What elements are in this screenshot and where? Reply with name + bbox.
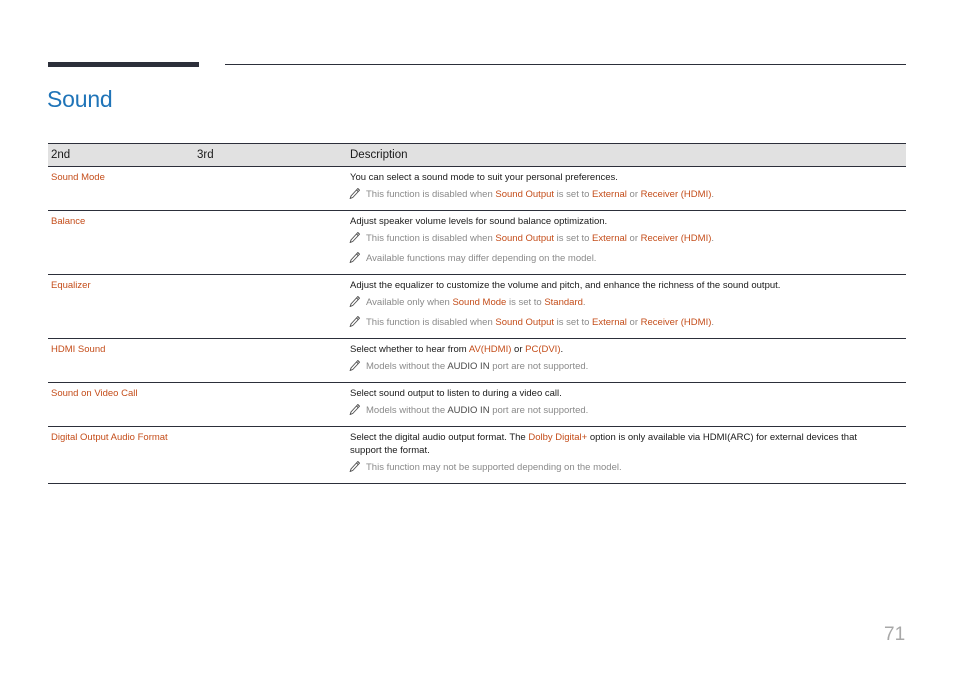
setting-description (350, 343, 886, 356)
highlight-term: External (592, 189, 627, 200)
header-rule-thick (48, 62, 199, 67)
highlight-term: Sound Output (495, 317, 555, 328)
note (350, 461, 886, 477)
pencil-note-icon (349, 252, 368, 268)
text-segment: option is only available via HDMI(ARC) for external devices that support the format. (350, 432, 858, 456)
setting-label: Sound on Video Call (51, 388, 138, 399)
text-segment: or (626, 317, 641, 328)
text-segment: Select whether to hear from (350, 344, 469, 355)
setting-description (350, 215, 886, 228)
highlight-term: Receiver (HDMI) (640, 233, 712, 244)
note (350, 404, 886, 420)
text-segment: Models without the (366, 405, 448, 416)
pencil-note-icon (349, 316, 368, 332)
pencil-note-icon (349, 232, 368, 248)
table-row-digital-output-audio-format (48, 427, 906, 484)
note-text (366, 360, 588, 374)
text-segment: is set to (554, 233, 593, 244)
highlight-term: External (592, 317, 627, 328)
text-segment: Select sound output to listen to during a video call. (350, 388, 562, 399)
text-segment: You can select a sound mode to suit your personal preferences. (350, 172, 618, 183)
setting-description (350, 279, 886, 292)
table-row-equalizer (48, 275, 906, 339)
highlight-term: Dolby Digital+ (528, 432, 588, 443)
header-description: Description (350, 149, 408, 161)
setting-description-cell (347, 215, 906, 268)
highlight-term: AV(HDMI) (468, 344, 512, 355)
header-rule-thin (225, 64, 906, 65)
text-segment: Adjust the equalizer to customize the volume and pitch, and enhance the richness of the sound output. (350, 280, 781, 291)
setting-description (350, 171, 886, 184)
highlight-term: Sound Output (495, 189, 555, 200)
text-segment: Available only when (366, 297, 453, 308)
setting-description-cell (347, 387, 906, 420)
text-segment: . (560, 344, 564, 355)
settings-table (48, 143, 906, 484)
table-body (48, 167, 906, 484)
setting-description-cell (347, 431, 906, 477)
text-segment: . (711, 233, 715, 244)
highlight-term: PC(DVI) (525, 344, 561, 355)
header-3rd: 3rd (197, 149, 214, 161)
pencil-note-icon (349, 296, 368, 312)
text-segment: or (511, 344, 526, 355)
highlight-term: Receiver (HDMI) (640, 317, 712, 328)
note-text (366, 404, 588, 418)
setting-label: Sound Mode (51, 172, 105, 183)
text-segment: Adjust speaker volume levels for sound balance optimization. (350, 216, 608, 227)
text-segment: This function may not be supported depending on the model. (366, 462, 622, 473)
highlight-term: Standard (544, 297, 583, 308)
text-segment: or (626, 189, 641, 200)
text-segment: or (626, 233, 641, 244)
text-segment: Available functions may differ depending on the model. (366, 253, 597, 264)
setting-label: HDMI Sound (51, 344, 106, 355)
header-2nd: 2nd (51, 149, 71, 161)
pencil-note-icon (349, 188, 368, 204)
setting-label: Digital Output Audio Format (51, 432, 168, 443)
text-segment: is set to (554, 317, 593, 328)
setting-description (350, 387, 886, 400)
text-segment: This function is disabled when (366, 317, 496, 328)
note (350, 252, 886, 268)
text-segment: Models without the (366, 361, 448, 372)
note (350, 360, 886, 376)
page-title: Sound (47, 86, 113, 112)
note (350, 316, 886, 332)
setting-label: Balance (51, 216, 86, 227)
note-text (366, 188, 714, 202)
pencil-note-icon (349, 461, 368, 477)
table-row-hdmi-sound (48, 339, 906, 383)
highlight-term: Sound Mode (452, 297, 507, 308)
setting-description-cell (347, 279, 906, 332)
pencil-note-icon (349, 404, 368, 420)
note-text (366, 252, 596, 266)
table-row-sound-on-video-call (48, 383, 906, 427)
setting-label: Equalizer (51, 280, 91, 291)
note (350, 188, 886, 204)
text-segment: AUDIO IN (447, 405, 490, 416)
note (350, 296, 886, 312)
text-segment: . (582, 297, 586, 308)
text-segment: . (711, 317, 715, 328)
highlight-term: Receiver (HDMI) (640, 189, 712, 200)
text-segment: This function is disabled when (366, 233, 496, 244)
note-text (366, 316, 714, 330)
setting-description-cell (347, 171, 906, 204)
note-text (366, 232, 714, 246)
text-segment: is set to (506, 297, 545, 308)
page-number: 71 (884, 624, 906, 645)
text-segment: Select the digital audio output format. The (350, 432, 529, 443)
text-segment: port are not supported. (489, 361, 589, 372)
note (350, 232, 886, 248)
text-segment: AUDIO IN (447, 361, 490, 372)
pencil-note-icon (349, 360, 368, 376)
table-header (48, 144, 906, 167)
setting-description-cell (347, 343, 906, 376)
text-segment: This function is disabled when (366, 189, 496, 200)
text-segment: is set to (554, 189, 593, 200)
table-row-balance (48, 211, 906, 275)
text-segment: . (711, 189, 715, 200)
highlight-term: External (592, 233, 627, 244)
note-text (366, 461, 622, 475)
text-segment: port are not supported. (489, 405, 589, 416)
note-text (366, 296, 586, 310)
setting-description (350, 431, 886, 457)
highlight-term: Sound Output (495, 233, 555, 244)
table-row-sound-mode (48, 167, 906, 211)
